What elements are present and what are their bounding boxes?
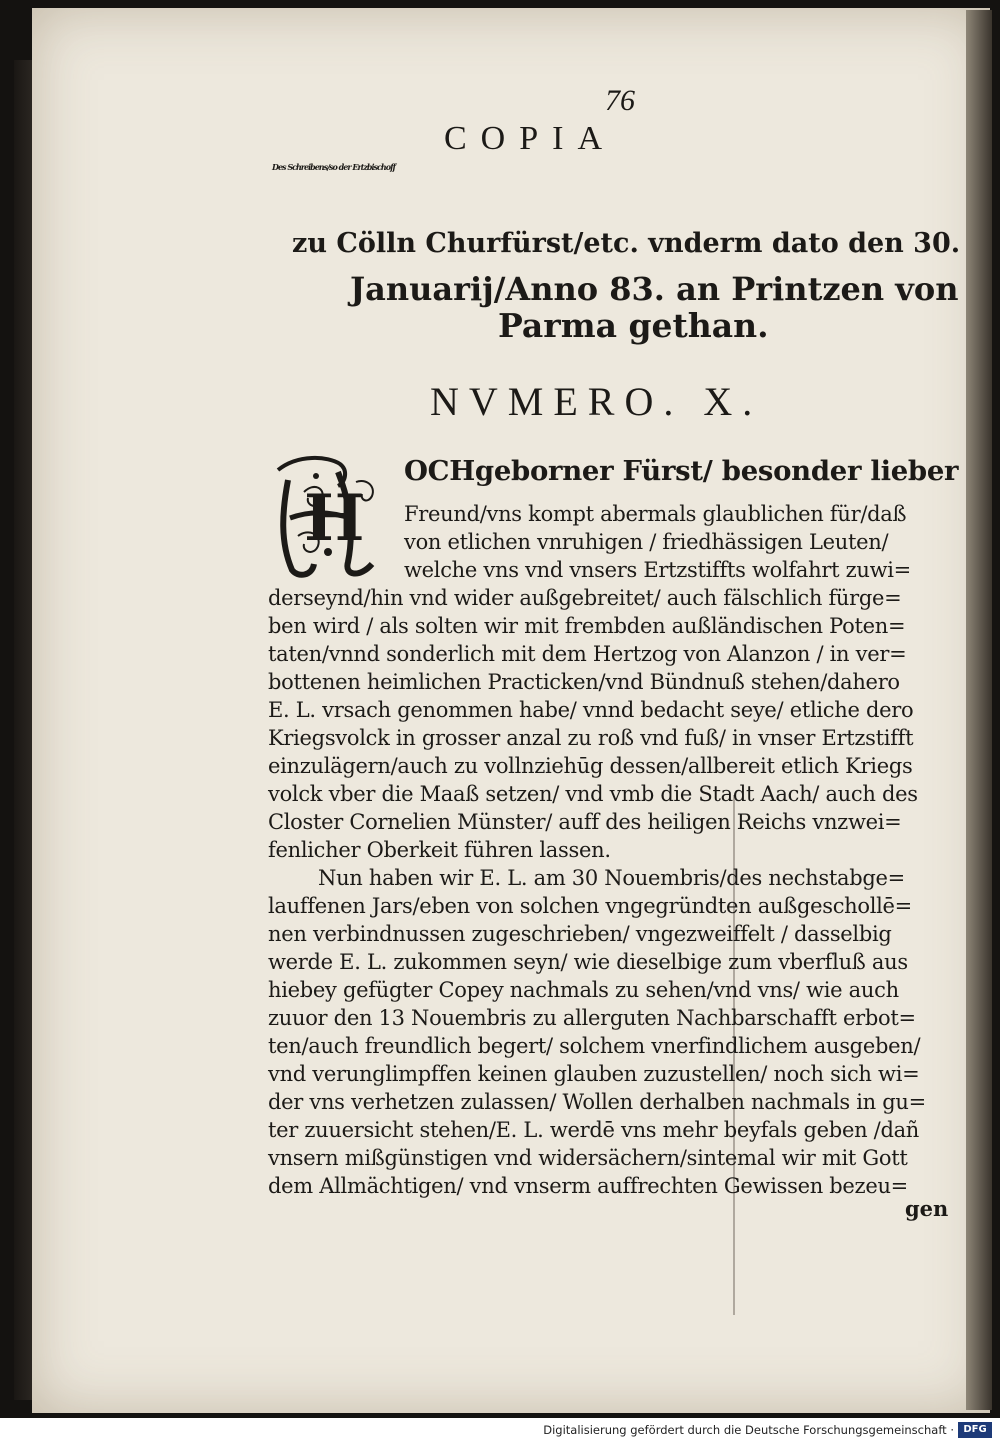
book-edge-right (966, 10, 992, 1410)
body-line-18: werde E. L. zukommen seyn/ wie dieselbige zum vberfluß aus (268, 950, 908, 974)
digitization-footer (0, 1418, 1000, 1444)
body-line-13: Closter Cornelien Münster/ auff des heiligen Reichs vnzwei= (268, 810, 902, 834)
footer-credit: Digitalisierung gefördert durch die Deutsche Forschungsgemeinschaft · (543, 1423, 954, 1437)
body-line-2: Freund/vns kompt abermals glaublichen für/daß (404, 502, 907, 526)
section-number: NVMERO. X. (430, 379, 763, 424)
body-line-23: der vns verhetzen zulassen/ Wollen derhalben nachmals in gu= (268, 1090, 926, 1114)
page-number: 76 (605, 84, 635, 117)
body-line-14: fenlicher Oberkeit führen lassen. (268, 838, 611, 862)
body-line-12: volck vber die Maaß setzen/ vnd vmb die Stadt Aach/ auch des (268, 782, 918, 806)
title-line-3: Januarij/Anno 83. an Printzen von (350, 270, 959, 308)
body-line-24: ter zuuersicht stehen/E. L. werdē vns mehr beyfals geben /dañ (268, 1118, 920, 1142)
title-line-2: zu Cölln Churfürst/etc. vnderm dato den 30. (292, 228, 961, 259)
body-line-9: E. L. vrsach genommen habe/ vnnd bedacht seye/ etliche dero (268, 698, 914, 722)
body-line-11: einzulägern/auch zu vollnziehūg dessen/allbereit etlich Kriegs (268, 754, 913, 778)
initial-ornament-icon (268, 452, 386, 580)
decorated-initial (268, 452, 386, 580)
body-line-4: welche vns vnd vnsers Ertzstiffts wolfahrt zuwi= (404, 558, 911, 582)
body-line-26: dem Allmächtigen/ vnd vnserm auffrechten Gewissen bezeu= (268, 1174, 908, 1198)
heading-copia: COPIA (443, 120, 617, 157)
book-edge-left (14, 60, 34, 1400)
body-line-19: hiebey gefügter Copey nachmals zu sehen/vnd vns/ wie auch (268, 978, 899, 1002)
body-line-5: derseynd/hin vnd wider außgebreitet/ auch fälschlich fürge= (268, 586, 902, 610)
body-line-22: vnd verunglimpffen keinen glauben zuzustellen/ noch sich wi= (268, 1062, 920, 1086)
title-line-1: Des Schreibens/so der Ertzbischoff (272, 162, 395, 172)
body-line-25: vnsern mißgünstigen vnd widersächern/sintemal wir mit Gott (268, 1146, 908, 1170)
body-line-1: OCHgeborner Fürst/ besonder lieber (404, 455, 959, 487)
body-line-6: ben wird / als solten wir mit frembden außländischen Poten= (268, 614, 906, 638)
body-line-3: von etlichen vnruhigen / friedhässigen Leuten/ (404, 530, 889, 554)
body-line-21: ten/auch freundlich begert/ solchem vnerfindlichem ausgeben/ (268, 1034, 921, 1058)
title-line-4: Parma gethan. (498, 306, 769, 345)
body-line-15: Nun haben wir E. L. am 30 Nouembris/des nechstabge= (318, 866, 905, 890)
dfg-logo-icon: DFG (958, 1422, 992, 1438)
body-line-17: nen verbindnussen zugeschrieben/ vngezweiffelt / dasselbig (268, 922, 892, 946)
body-line-8: bottenen heimlichen Practicken/vnd Bündnuß stehen/dahero (268, 670, 900, 694)
body-line-16: lauffenen Jars/eben von solchen vngegründten außgeschollē= (268, 894, 912, 918)
body-line-10: Kriegsvolck in grosser anzal zu roß vnd fuß/ in vnser Ertzstifft (268, 726, 914, 750)
body-line-20: zuuor den 13 Nouembris zu allerguten Nachbarschafft erbot= (268, 1006, 916, 1030)
initial-letter: H (304, 481, 365, 556)
body-line-7: taten/vnnd sonderlich mit dem Hertzog von Alanzon / in ver= (268, 642, 907, 666)
scan-border (992, 10, 1000, 1410)
catchword: gen (905, 1196, 949, 1221)
